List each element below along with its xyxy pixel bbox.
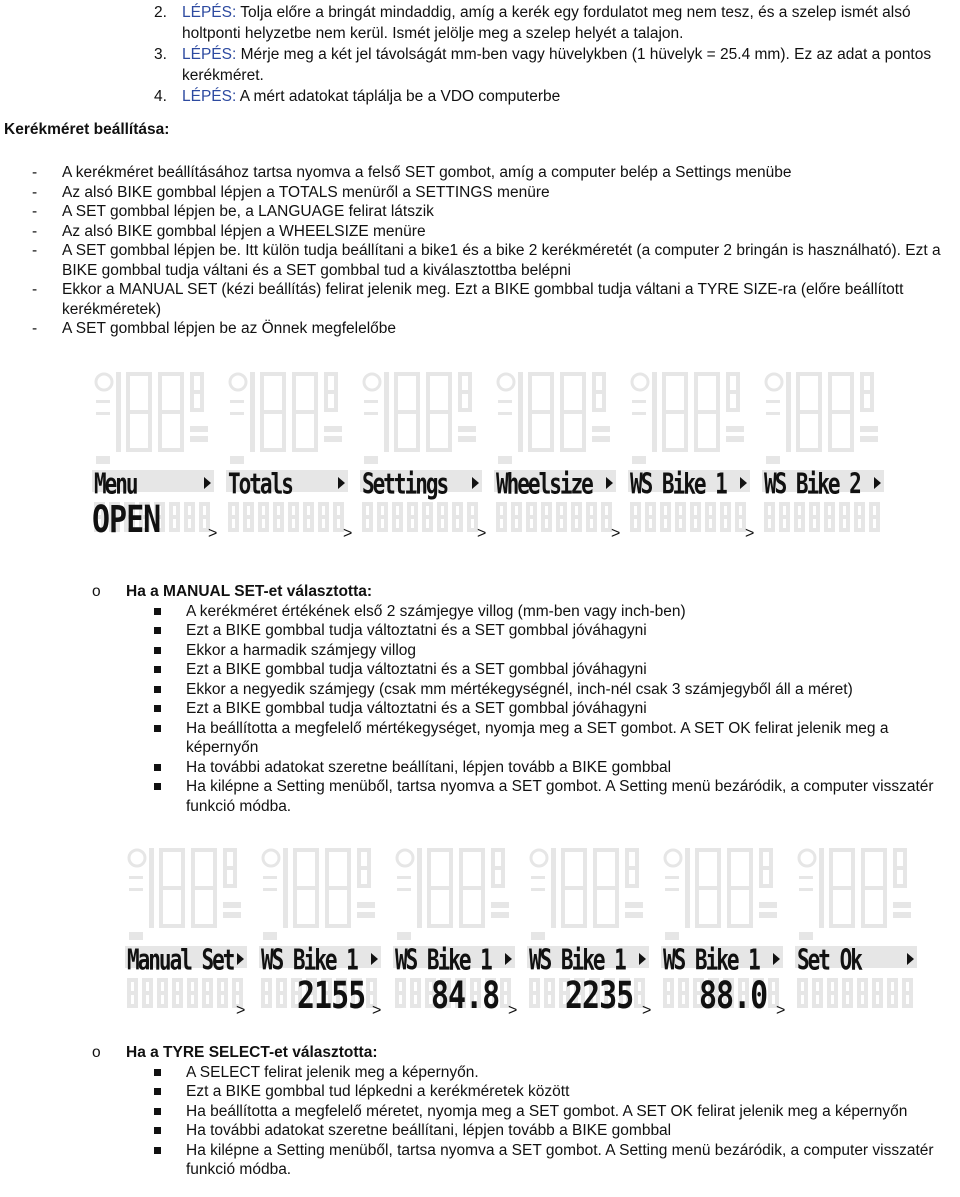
lcd-menu-label: WS Bike 1 (529, 944, 625, 977)
lcd-next-indicator-icon (639, 953, 646, 965)
lcd-next-indicator-icon (505, 953, 512, 965)
bullet-text: A kerékméret értékének első 2 számjegye villog (mm-ben vagy inch-ben) (186, 602, 686, 620)
bullet-text: Ha további adatokat szeretne beállítani, lépjen tovább a BIKE gombbal (186, 1122, 672, 1139)
arrow-right-icon: > (477, 525, 487, 542)
section-subtitle (92, 582, 960, 602)
lcd-display (226, 366, 348, 538)
subtitle-text: Ha a MANUAL SET-et választotta: (126, 583, 373, 600)
lcd-menu-label: Menu (94, 468, 137, 501)
steps-list (150, 2, 960, 107)
square-bullet-icon (154, 608, 161, 615)
lcd-next-indicator-icon (773, 953, 780, 965)
dash-marker: - (32, 164, 38, 181)
square-bullet-icon (154, 666, 161, 673)
square-bullet-icon (154, 705, 161, 712)
list-item (32, 163, 956, 183)
step-item (150, 2, 960, 44)
step-label: LÉPÉS: (182, 4, 237, 21)
lcd-value: 2235 (565, 974, 634, 1018)
bullet-item (92, 1063, 960, 1083)
arrow-right-icon: > (745, 525, 755, 542)
list-item-text: A SET gombbal lépjen be, a LANGUAGE felirat látszik (62, 203, 434, 220)
bullet-item (92, 1082, 960, 1102)
lcd-menu-label: WS Bike 2 (764, 468, 860, 501)
list-item (32, 280, 956, 319)
bullet-item (92, 719, 960, 758)
bullet-text: Ha kilépne a Setting menüből, tartsa nyomva a SET gombot. A Setting menü bezáródik, a computer visszatér funkció módba. (186, 1141, 934, 1178)
lcd-next-indicator-icon (606, 477, 613, 489)
lcd-next-indicator-icon (472, 477, 479, 489)
list-item-text: Az alsó BIKE gombbal lépjen a TOTALS menüről a SETTINGS menüre (62, 183, 550, 201)
lcd-next-indicator-icon (371, 953, 378, 965)
square-bullet-icon (154, 1108, 161, 1115)
bullet-item (92, 680, 960, 700)
lcd-display (762, 366, 884, 538)
step-label: LÉPÉS: (182, 88, 237, 105)
list-item-text: Az alsó BIKE gombbal lépjen a WHEELSIZE menüre (62, 222, 426, 240)
list-item (32, 202, 956, 222)
arrow-right-icon: > (236, 1002, 246, 1019)
lcd-menu-label: WS Bike 1 (261, 944, 357, 977)
lcd-menu-label: Set Ok (797, 944, 861, 977)
lcd-menu-label: Manual Set (127, 944, 234, 977)
lcd-display (628, 366, 750, 538)
lcd-display (360, 366, 482, 538)
circle-bullet: o (92, 583, 101, 600)
step-item (150, 44, 960, 86)
square-bullet-icon (154, 1147, 161, 1154)
lcd-display (125, 842, 247, 1014)
bullet-text: Ekkor a negyedik számjegy (csak mm mértékegységnél, inch-nél csak 3 számjegyből áll a méret) (186, 680, 853, 698)
bullet-text: Ezt a BIKE gombbal tudja változtatni és a SET gombbal jóváhagyni (186, 622, 647, 639)
dash-marker: - (32, 203, 38, 220)
bullet-item (92, 758, 960, 778)
dash-marker: - (32, 183, 38, 201)
bullet-list (92, 602, 960, 817)
step-text: Mérje meg a két jel távolságát mm-ben vagy hüvelykben (1 hüvelyk = 25.4 mm). Ez az adat a pontos kerékméret. (182, 46, 932, 84)
instructions-list (32, 163, 956, 339)
lcd-next-indicator-icon (740, 477, 747, 489)
lcd-display (661, 842, 783, 1018)
dash-marker: - (32, 320, 38, 337)
lcd-menu-label: WS Bike 1 (630, 468, 726, 501)
step-number: 2. (154, 4, 167, 21)
lcd-display (795, 842, 917, 1014)
bullet-item (92, 699, 960, 719)
square-bullet-icon (154, 725, 161, 732)
section-subtitle (92, 1043, 960, 1063)
arrow-right-icon: > (642, 1002, 652, 1019)
list-item-text: A kerékméret beállításához tartsa nyomva a felső SET gombot, amíg a computer belép a Settings menübe (62, 164, 792, 181)
dash-marker: - (32, 281, 38, 298)
arrow-right-icon: > (372, 1002, 382, 1019)
lcd-next-indicator-icon (874, 477, 881, 489)
bullet-item (92, 777, 960, 816)
lcd-value: 88.0 (699, 974, 768, 1018)
arrow-right-icon: > (343, 525, 353, 542)
square-bullet-icon (154, 1088, 161, 1095)
lcd-menu-label: WS Bike 1 (663, 944, 759, 977)
bullet-text: A SELECT felirat jelenik meg a képernyőn. (186, 1063, 479, 1081)
bullet-item (92, 660, 960, 680)
lcd-value: 84.8 (431, 974, 500, 1018)
lcd-next-indicator-icon (338, 477, 345, 489)
lcd-display (92, 366, 214, 542)
list-item (32, 183, 956, 203)
square-bullet-icon (154, 783, 161, 790)
list-item-text: A SET gombbal lépjen be az Önnek megfelelőbe (62, 320, 397, 337)
lcd-value: OPEN (92, 498, 161, 542)
manual-set-section (92, 582, 960, 816)
step-text: Tolja előre a bringát mindaddig, amíg a kerék egy fordulatot meg nem tesz, és a szelep ismét alsó holtponti helyzetbe nem kerül. Ismét jelölje meg a szelep helyét a talajon. (182, 4, 911, 42)
step-number: 3. (154, 46, 167, 63)
bullet-text: Ha kilépne a Setting menüből, tartsa nyomva a SET gombot. A Setting menü bezáródik, a computer visszatér funkció módba. (186, 778, 934, 815)
square-bullet-icon (154, 686, 161, 693)
list-item-text: Ekkor a MANUAL SET (kézi beállítás) felirat jelenik meg. Ezt a BIKE gombbal tudja váltani a TYRE SIZE-ra (előre beállított kerékméretek) (62, 281, 904, 318)
arrow-right-icon: > (208, 525, 218, 542)
lcd-value: 2155 (297, 974, 366, 1018)
bullet-list (92, 1063, 960, 1180)
arrow-right-icon: > (776, 1002, 786, 1019)
step-text: A mért adatokat táplálja be a VDO computerbe (236, 88, 561, 105)
square-bullet-icon (154, 764, 161, 771)
bullet-item (92, 1102, 960, 1122)
bullet-text: Ha beállította a megfelelő méretet, nyomja meg a SET gombot. A SET OK felirat jelenik meg a képernyőn (186, 1102, 908, 1120)
step-number: 4. (154, 88, 167, 105)
bullet-text: Ezt a BIKE gombbal tudja változtatni és a SET gombbal jóváhagyni (186, 661, 647, 678)
tyre-select-section (92, 1043, 960, 1180)
lcd-menu-label: Wheelsize (496, 468, 592, 501)
step-label: LÉPÉS: (182, 46, 237, 63)
step-item (150, 86, 960, 107)
bullet-text: Ekkor a harmadik számjegy villog (186, 641, 417, 659)
lcd-display (259, 842, 381, 1018)
square-bullet-icon (154, 1127, 161, 1134)
lcd-display (527, 842, 649, 1018)
dash-marker: - (32, 222, 38, 240)
arrow-right-icon: > (508, 1002, 518, 1019)
lcd-menu-label: Totals (228, 468, 292, 501)
list-item (32, 319, 956, 339)
bullet-item (92, 1121, 960, 1141)
bullet-text: Ha beállította a megfelelő mértékegységet, nyomja meg a SET gombot. A SET OK felirat jelenik meg a képernyőn (186, 719, 889, 756)
bullet-item (92, 1141, 960, 1180)
lcd-menu-label: WS Bike 1 (395, 944, 491, 977)
lcd-next-indicator-icon (204, 477, 211, 489)
list-item-text: A SET gombbal lépjen be. Itt külön tudja beállítani a bike1 és a bike 2 kerékméretét (a computer 2 bringán is használható). Ezt a BIKE gombbal tudja váltani és a SET gombbal tud a kiválasztottba belépni (62, 242, 941, 279)
section-heading: Kerékméret beállítása: (4, 121, 170, 138)
dash-marker: - (32, 242, 38, 259)
bullet-item (92, 641, 960, 661)
lcd-next-indicator-icon (907, 953, 914, 965)
lcd-display (393, 842, 515, 1018)
lcd-display (494, 366, 616, 538)
bullet-text: Ezt a BIKE gombbal tudja változtatni és a SET gombbal jóváhagyni (186, 700, 647, 717)
square-bullet-icon (154, 627, 161, 634)
circle-bullet: o (92, 1044, 101, 1061)
arrow-right-icon: > (611, 525, 621, 542)
lcd-menu-label: Settings (362, 468, 448, 501)
square-bullet-icon (154, 1069, 161, 1076)
list-item (32, 222, 956, 242)
bullet-text: Ha további adatokat szeretne beállítani, lépjen tovább a BIKE gombbal (186, 758, 672, 776)
lcd-next-indicator-icon (237, 953, 244, 965)
list-item (32, 241, 956, 280)
square-bullet-icon (154, 647, 161, 654)
subtitle-text: Ha a TYRE SELECT-et választotta: (126, 1044, 378, 1061)
bullet-text: Ezt a BIKE gombbal tud lépkedni a kerékméretek között (186, 1083, 570, 1100)
bullet-item (92, 602, 960, 622)
bullet-item (92, 621, 960, 641)
